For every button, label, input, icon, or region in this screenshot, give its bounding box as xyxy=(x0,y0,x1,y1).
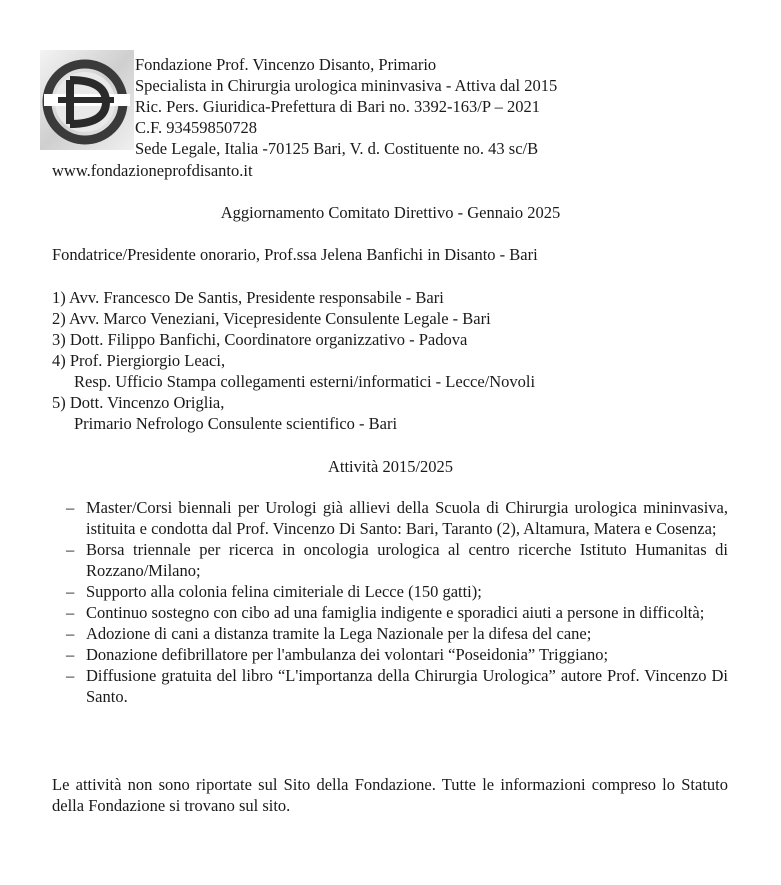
registered-office: Sede Legale, Italia -70125 Bari, V. d. Costituente no. 43 sc/B xyxy=(135,139,539,158)
legal-registration: Ric. Pers. Giuridica-Prefettura di Bari no. 3392-163/P – 2021 xyxy=(135,97,540,116)
dash-bullet: – xyxy=(66,540,75,559)
dash-bullet: – xyxy=(66,603,75,622)
dash-bullet: – xyxy=(66,666,75,685)
member-item: 2) Avv. Marco Veneziani, Vicepresidente Consulente Legale - Bari xyxy=(52,309,491,328)
dash-bullet: – xyxy=(66,582,75,601)
closing-paragraph: Le attività non sono riportate sul Sito della Fondazione. Tutte le informazioni compreso lo Statuto della Fondazione si trovano sul sito. xyxy=(52,775,728,815)
committee-members-list xyxy=(52,287,535,434)
member-item: 5) Dott. Vincenzo Origlia, xyxy=(52,393,225,412)
activity-text: Continuo sostegno con cibo ad una famiglia indigente e sporadici aiuti a persone in difficoltà; xyxy=(86,603,705,622)
dash-bullet: – xyxy=(66,624,75,643)
activity-text: Donazione defibrillatore per l'ambulanza dei volontari “Poseidonia” Triggiano; xyxy=(86,645,609,664)
activity-item xyxy=(66,665,728,707)
member-role: Primario Nefrologo Consulente scientifico - Bari xyxy=(74,414,398,433)
activity-item xyxy=(66,644,728,665)
activities-list xyxy=(66,497,728,707)
website-link[interactable]: www.fondazioneprofdisanto.it xyxy=(52,161,253,180)
member-item: 1) Avv. Francesco De Santis, Presidente responsabile - Bari xyxy=(52,288,444,307)
activity-text: Master/Corsi biennali per Urologi già allievi della Scuola di Chirurgia urologica mininvasiva, istituita e condotta dal Prof. Vincenzo Di Santo: Bari, Taranto (2), Altamura, Matera e Cosenza; xyxy=(86,498,728,538)
activity-item xyxy=(66,581,728,602)
founder-line: Fondatrice/Presidente onorario, Prof.ssa Jelena Banfichi in Disanto - Bari xyxy=(52,245,538,264)
activity-text: Diffusione gratuita del libro “L'importanza della Chirurgia Urologica” autore Prof. Vincenzo Di Santo. xyxy=(86,666,728,706)
activity-item xyxy=(66,623,728,644)
activity-text: Borsa triennale per ricerca in oncologia urologica al centro ricerche Istituto Humanitas di Rozzano/Milano; xyxy=(86,540,728,580)
dash-bullet: – xyxy=(66,498,75,517)
activities-title: Attività 2015/2025 xyxy=(327,457,454,476)
foundation-logo xyxy=(40,50,134,150)
activity-text: Supporto alla colonia felina cimiteriale di Lecce (150 gatti); xyxy=(86,582,482,601)
tax-code: C.F. 93459850728 xyxy=(135,118,257,137)
committee-title: Aggiornamento Comitato Direttivo - Gennaio 2025 xyxy=(220,203,561,222)
letterhead xyxy=(135,54,557,159)
member-item: 3) Dott. Filippo Banfichi, Coordinatore organizzativo - Padova xyxy=(52,330,468,349)
activity-item xyxy=(66,602,728,623)
activity-item xyxy=(66,539,728,581)
activity-text: Adozione di cani a distanza tramite la Lega Nazionale per la difesa del cane; xyxy=(86,624,592,643)
member-role: Resp. Ufficio Stampa collegamenti esterni/informatici - Lecce/Novoli xyxy=(74,372,536,391)
foundation-specialty: Specialista in Chirurgia urologica mininvasiva - Attiva dal 2015 xyxy=(135,76,558,95)
activity-item xyxy=(66,497,728,539)
foundation-name: Fondazione Prof. Vincenzo Disanto, Primario xyxy=(135,55,437,74)
member-item: 4) Prof. Piergiorgio Leaci, xyxy=(52,351,226,370)
dash-bullet: – xyxy=(66,645,75,664)
